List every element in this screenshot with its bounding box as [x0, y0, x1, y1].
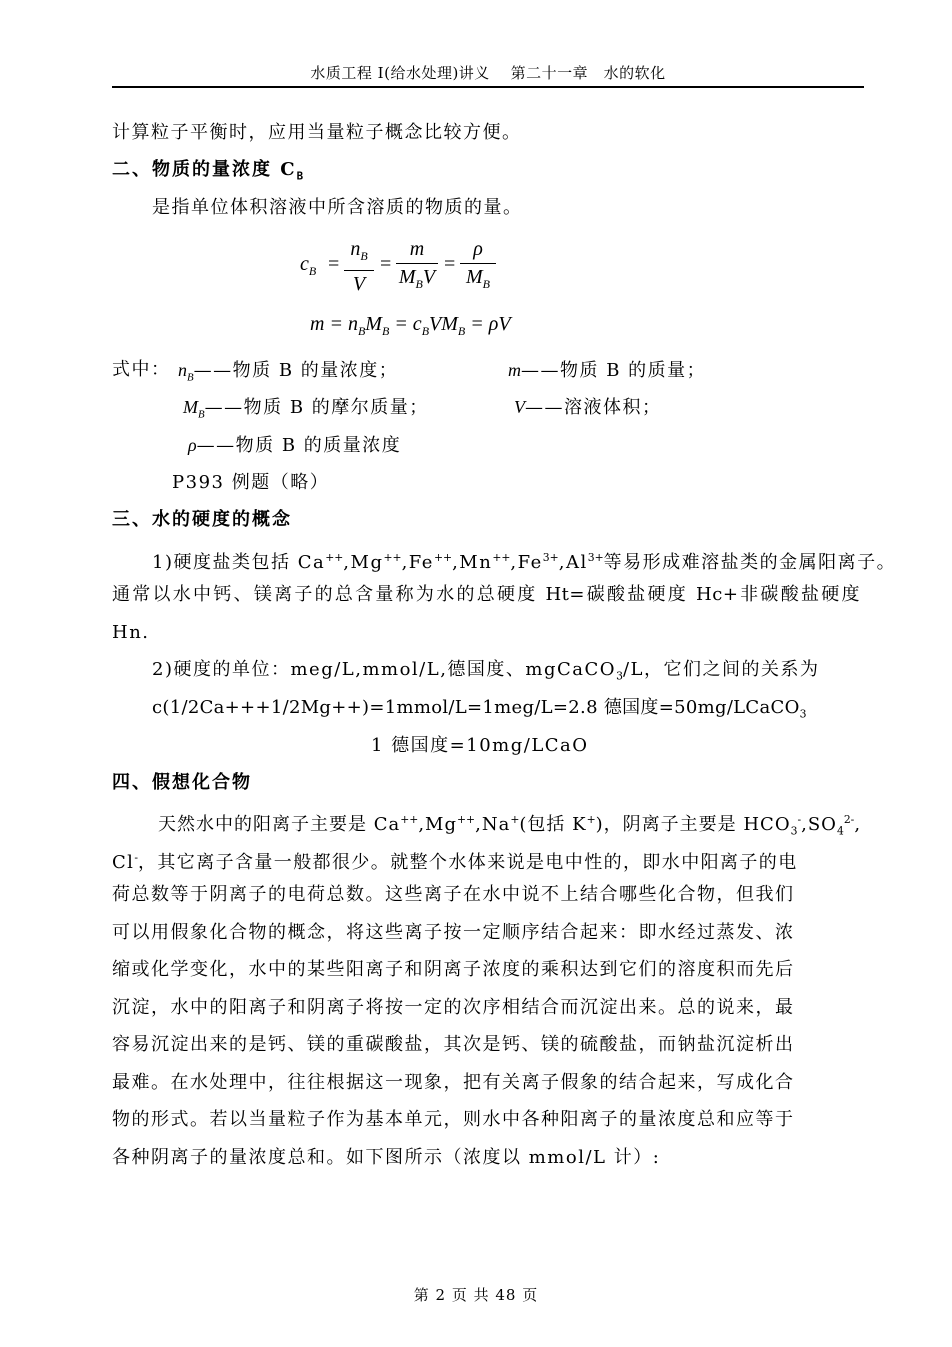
formula-concentration: $c_B$ = $\frac{n_B}{V}$ = m $M_BV$ = $\frac{\rho}{M_B}$ [300, 238, 510, 298]
paragraph-line: 可以用假象化合物的概念，将这些离子按一定顺序结合起来：即水经过蒸发、浓 [112, 922, 795, 943]
paragraph-line: 物的形式。若以当量粒子作为基本单元，则水中各种阳离子的量浓度总和应等于 [112, 1109, 795, 1130]
hardness-relation-line: c(1/2Ca+++1/2Mg++)=1mmol/L=1meg/L=2.8 德国度=50mg/LCaCO$_3$ [152, 697, 807, 721]
section-3-heading: 三、水的硬度的概念 [112, 509, 292, 530]
legend-m: m——物质 B 的质量； [508, 360, 707, 381]
hardness-ions-line: 1)硬度盐类包括 $Ca^{++},Mg^{++},Fe^{++},Mn^{++},Fe^{3+},Al^{3+}$等易形成难溶盐类的金属阳离子。 [152, 551, 897, 573]
paragraph-line: 最难。在水处理中，往往根据这一现象，把有关离子假象的结合起来，写成化合 [112, 1072, 795, 1093]
legend-rho: ρ——物质 B 的质量浓度 [188, 435, 402, 456]
legend-mb: $M_B——$物质 B 的摩尔质量； [183, 397, 429, 421]
section-4-heading: 四、假想化合物 [112, 772, 252, 793]
paragraph-line-last: 各种阴离子的量浓度总和。如下图所示（浓度以 mmol/L 计）: [112, 1147, 661, 1168]
paragraph-line: Cl-，其它离子含量一般都很少。就整个水体来说是电中性的，即水中阳离子的电 [112, 851, 798, 873]
paragraph-line: 容易沉淀出来的是钙、镁的重碳酸盐，其次是钙、镁的硫酸盐，而钠盐沉淀析出 [112, 1034, 795, 1055]
paragraph-line: 缩或化学变化，水中的某些阳离子和阴离子浓度的乘积达到它们的溶度积而先后 [112, 959, 795, 980]
total-hardness-line-end: Hn. [112, 622, 150, 643]
total-hardness-line: 通常以水中钙、镁离子的总含量称为水的总硬度 Ht=碳酸盐硬度 Hc+非碳酸盐硬度 [112, 584, 860, 605]
paragraph-line: 荷总数等于阴离子的电荷总数。这些离子在水中说不上结合哪些化合物，但我们 [112, 884, 795, 905]
natural-water-ions-line: 天然水中的阳离子主要是 Ca++,Mg++,Na+(包括 K+)，阴离子主要是 $HCO_3^-,SO_4^{2-}$, [158, 813, 862, 838]
hardness-units-line: 2)硬度的单位：meg/L,mmol/L,德国度、mgCaCO$_3$/L，它们之间的关系为 [152, 659, 820, 683]
page-footer: 第 2 页 共 48 页 [413, 1286, 539, 1304]
example-reference: P393 例题（略） [172, 472, 330, 493]
formula-mass: $m = n_BM_B = c_BVM_B = \rho V$ [310, 313, 511, 338]
section-2-definition: 是指单位体积溶液中所含溶质的物质的量。 [152, 197, 523, 218]
intro-line: 计算粒子平衡时，应用当量粒子概念比较方便。 [112, 122, 522, 143]
legend-v: V——溶液体积； [514, 397, 662, 418]
where-label: 式中： [112, 359, 171, 380]
section-2-heading: 二、物质的量浓度 $C_B$ [112, 159, 304, 183]
header-rule [112, 86, 864, 88]
page-header: 水质工程 I(给水处理)讲义 第二十一章 水的软化 [310, 64, 666, 82]
legend-nb: $n_B——$物质 B 的量浓度； [178, 360, 399, 384]
german-degree-line: 1 德国度=10mg/LCaO [371, 735, 589, 756]
paragraph-line: 沉淀，水中的阳离子和阴离子将按一定的次序相结合而沉淀出来。总的说来，最 [112, 997, 795, 1018]
